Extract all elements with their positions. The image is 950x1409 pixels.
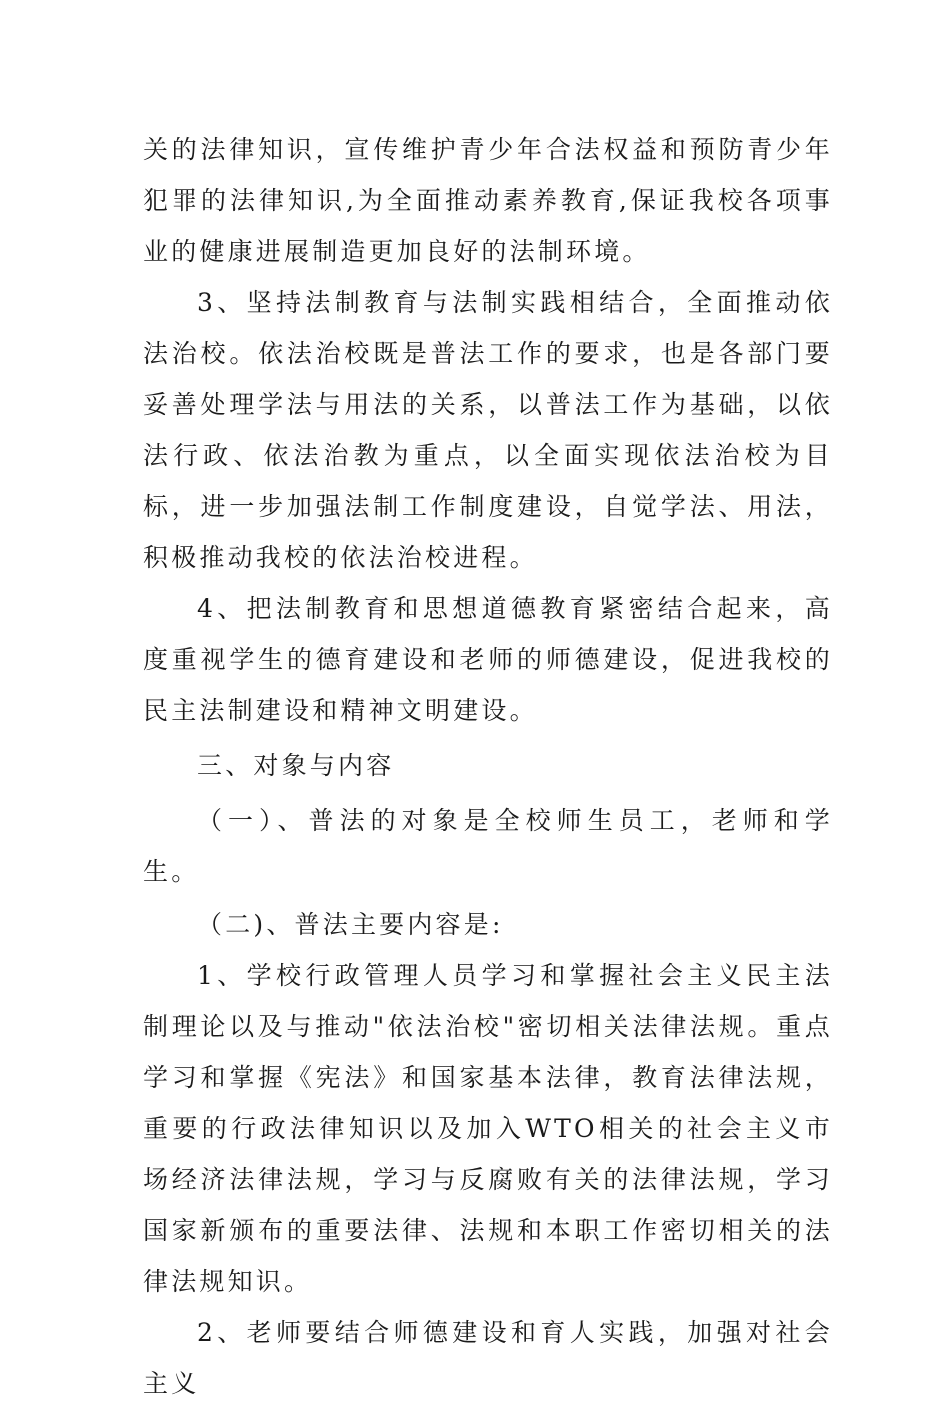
subsection-main-content: （二)、普法主要内容是: (197, 910, 504, 939)
document-body (143, 124, 833, 1409)
paragraph-continuation: 关的法律知识，宣传维护青少年合法权益和预防青少年犯罪的法律知识,为全面推动素养教育,保证我校各项事业的健康进展制造更加良好的法制环境。 (143, 135, 833, 266)
subsection-objects: （一）、普法的对象是全校师生员工，老师和学生。 (143, 806, 833, 886)
section-heading-objects-content: 三、对象与内容 (197, 751, 395, 780)
paragraph-item-4: 4、把法制教育和思想道德教育紧密结合起来，高度重视学生的德育建设和老师的师德建设，促进我校的民主法制建设和精神文明建设。 (143, 594, 833, 725)
paragraph-item-3: 3、坚持法制教育与法制实践相结合，全面推动依法治校。依法治校既是普法工作的要求，也是各部门要妥善处理学法与用法的关系，以普法工作为基础，以依法行政、依法治教为重点，以全面实现依法治校为目标，进一步加强法制工作制度建设，自觉学法、用法，积极推动我校的依法治校进程。 (143, 288, 833, 572)
paragraph-content-item-1: 1、学校行政管理人员学习和掌握社会主义民主法制理论以及与推动"依法治校"密切相关法律法规。重点学习和掌握《宪法》和国家基本法律，教育法律法规，重要的行政法律知识以及加入WTO相关的社会主义市场经济法律法规，学习与反腐败有关的法律法规，学习国家新颁布的重要法律、法规和本职工作密切相关的法律法规知识。 (143, 961, 833, 1296)
paragraph-content-item-2: 2、老师要结合师德建设和育人实践，加强对社会主义 (143, 1318, 833, 1398)
